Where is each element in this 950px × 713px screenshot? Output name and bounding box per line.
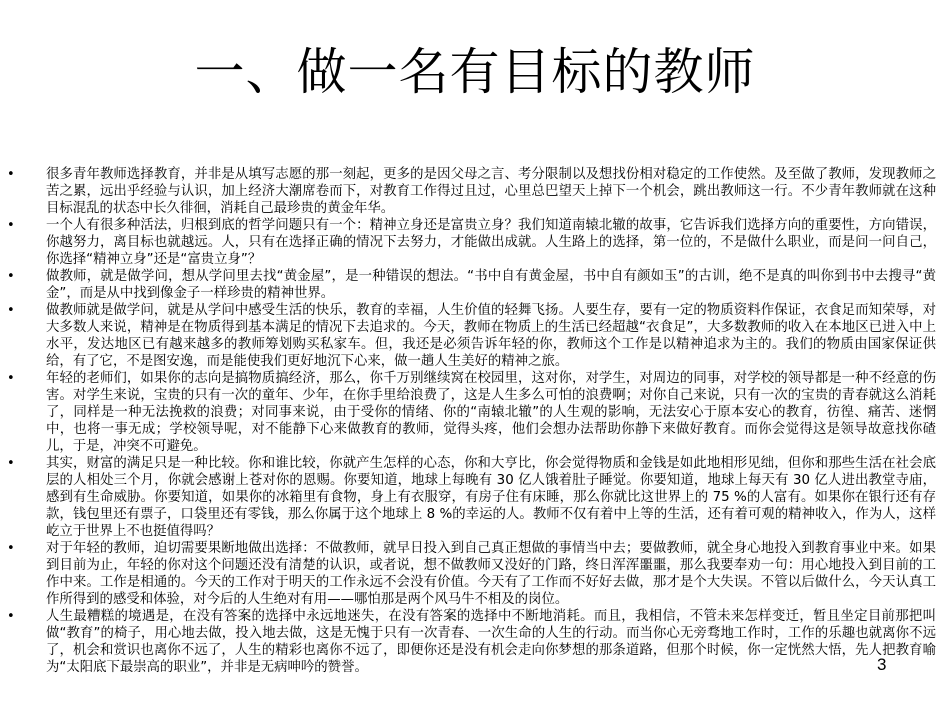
slide-title: 一、做一名有目标的教师 [194,43,756,101]
bullet-dot-icon: • [7,541,15,556]
paragraph-text: 一个人有很多种活法，归根到底的哲学问题只有一个：精神立身还是富贵立身？我们知道南辕北辙的故事，它告诉我们选择方向的重要性，方向错误，你越努力，离目标也就越远。人，只有在选择正确的情况下去努力，才能做出成就。人生路上的选择，第一位的，不是做什么职业，而是问一问自己，你选择“精神立身”还是“富贵立身”？ [46,218,936,267]
bullet-paragraph-3 [0,268,950,302]
bullet-list [0,166,950,676]
page-number: 3 [877,655,887,674]
bullet-paragraph-1 [0,166,950,217]
bullet-dot-icon: • [7,218,15,233]
paragraph-text: 年轻的老师们，如果你的志向是搞物质搞经济，那么，你千万别继续窝在校园里，这对你，对学生，对周边的同事，对学校的领导都是一种不经意的伤害。对学生来说，宝贵的只有一次的童年、少年，在你手里给浪费了，这是人生多么可怕的浪费啊；对你自己来说，只有一次的宝贵的青春就这么消耗了，同样是一种无法挽救的浪费；对同事来说，由于受你的情绪、你的“南辕北辙”的人生观的影响，无法安心于原本安心的教育，彷徨、痛苦、迷惘中，也将一事无成；学校领导呢，对不能静下心来做教育的教师，觉得头疼，他们会想办法帮助你静下来做好教育。而你会觉得这是领导故意找你碴儿，于是，冲突不可避免。 [46,371,936,454]
bullet-dot-icon: • [7,371,15,386]
bullet-paragraph-4 [0,302,950,370]
bullet-paragraph-6 [0,455,950,540]
bullet-dot-icon: • [7,303,15,318]
bullet-paragraph-5 [0,370,950,455]
paragraph-text: 其实，财富的满足只是一种比较。你和谁比较，你就产生怎样的心态，你和大亨比，你会觉得物质和金钱是如此地相形见绌，但你和那些生活在社会底层的人相处三个月，你就会感谢上苍对你的恩赐。你要知道，地球上每晚有 30 亿人饿着肚子睡觉。你要知道，地球上每天有 30 亿人进出教堂寺庙，感到有生命威胁。你要知道，如果你的冰箱里有食物，身上有衣服穿，有房子住有床睡，那么你就比这世界上的 75 %的人富有。如果你在银行还有存款，钱包里还有票子，口袋里还有零钱，那么你属于这个地球上 8 %的幸运的人。教师不仅有着中上等的生活，还有着可观的精神收入，作为人，这样屹立于世界上不也挺值得吗？ [46,456,936,539]
bullet-paragraph-8 [0,608,950,676]
bullet-dot-icon: • [7,269,15,284]
bullet-paragraph-2 [0,217,950,268]
bullet-dot-icon: • [7,456,15,471]
paragraph-text: 对于年轻的教师，迫切需要果断地做出选择：不做教师，就早日投入到自己真正想做的事情当中去；要做教师，就全身心地投入到教育事业中来。如果到目前为止，年轻的你对这个问题还没有清楚的认识，或者说，想不做教师又没好的门路，终日浑浑噩噩，那么我要奉劝一句：用心地投入到目前的工作中来。工作是相通的。今天的工作对于明天的工作永远不会没有价值。今天有了工作而不好好去做，那才是个大失误。不管以后做什么，今天认真工作所得到的感受和体验，对今后的人生绝对有用——哪怕那是两个风马牛不相及的岗位。 [46,541,936,607]
bullet-paragraph-7 [0,540,950,608]
paragraph-text: 很多青年教师选择教育，并非是从填写志愿的那一刻起，更多的是因父母之言、考分限制以及想找份相对稳定的工作使然。及至做了教师，发现教师之苦之累，远出乎经验与认识，加上经济大潮席卷而下，对教育工作得过且过，心里总巴望天上掉下一个机会，跳出教师这一行。不少青年教师就在这种目标混乱的状态中长久徘徊，消耗自己最珍贵的黄金年华。 [46,167,936,216]
bullet-dot-icon: • [7,609,15,624]
paragraph-text: 做教师，就是做学问，想从学问里去找“黄金屋”，是一种错误的想法。“书中自有黄金屋，书中自有颜如玉”的古训，绝不是真的叫你到书中去搜寻“黄金”，而是从中找到像金子一样珍贵的精神世界。 [46,269,936,301]
bullet-dot-icon: • [7,167,15,182]
paragraph-text: 人生最糟糕的境遇是，在没有答案的选择中永远地迷失，在没有答案的选择中不断地消耗。而且，我相信，不管未来怎样变迁，暂且坐定目前那把叫做“教育”的椅子，用心地去做，投入地去做，这是无愧于只有一次青春、一次生命的人生的行动。而当你心无旁骛地工作时，工作的乐趣也就离你不远了，机会和赏识也离你不远了，人生的精彩也离你不远了，即便你还是没有机会走向你梦想的那条道路，但那个时候，你一定恍然大悟，先人把教育喻为“太阳底下最崇高的职业”，并非是无病呻吟的赞誉。 [46,609,936,675]
paragraph-text: 做教师就是做学问，就是从学问中感受生活的快乐，教育的幸福，人生价值的轻舞飞扬。人要生存，要有一定的物质资料作保证，衣食足而知荣辱，对大多数人来说，精神是在物质得到基本满足的情况下去追求的。今天，教师在物质上的生活已经超越“衣食足”，大多数教师的收入在本地区已进入中上水平，发达地区已有越来越多的教师筹划购买私家车。但，我还是必须告诉年轻的你，教师这个工作是以精神追求为主的。我们的物质由国家保证供给，有了它，不是图安逸，而是能使我们更好地沉下心来，做一趟人生美好的精神之旅。 [46,303,936,369]
